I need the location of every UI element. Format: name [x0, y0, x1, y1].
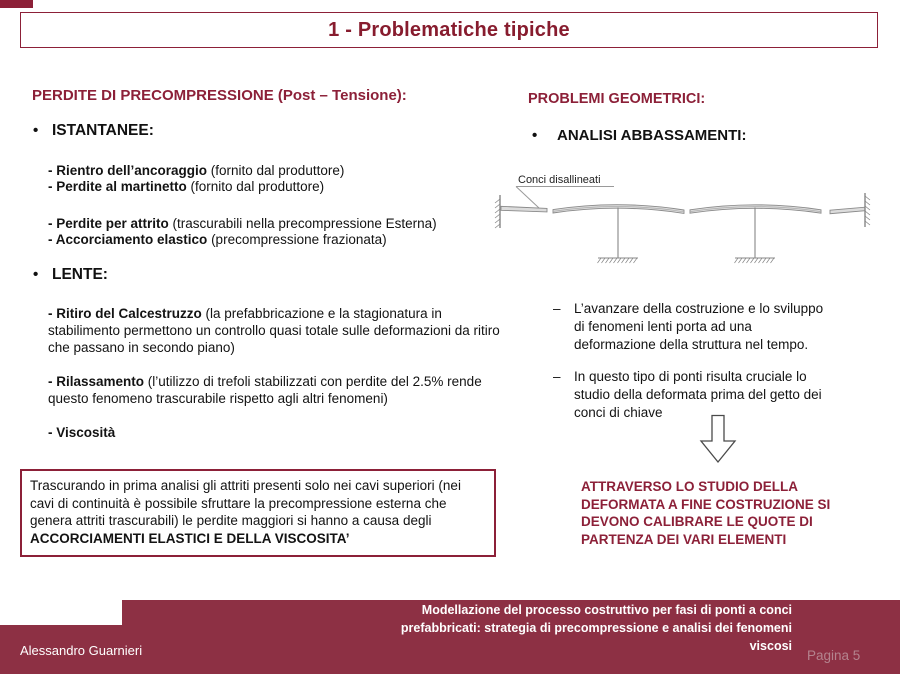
- left-section-heading: PERDITE DI PRECOMPRESSIONE (Post – Tensione):: [32, 87, 407, 104]
- bullet-dot-icon: •: [33, 122, 39, 139]
- list-item: - Accorciamento elastico (precompressione frazionata): [48, 232, 387, 247]
- down-arrow-icon: [698, 414, 738, 464]
- note-box: [20, 469, 496, 557]
- list-item: - Viscosità: [48, 425, 116, 440]
- list-item: - Perdite per attrito (trascurabili nella precompressione Esterna): [48, 216, 437, 231]
- note-text: Trascurando in prima analisi gli attriti presenti solo nei cavi superiori (nei cavi di continuità è possibile sfruttare la precompressione esterna che genera attriti trascurabili) le perdite maggiori si hanno a causa degli: [30, 478, 461, 528]
- instant-label: ISTANTANEE:: [52, 122, 154, 139]
- note-emphasis: ACCORCIAMENTI ELASTICI E DELLA VISCOSITA’: [30, 530, 350, 546]
- footer-author: Alessandro Guarnieri: [20, 643, 143, 658]
- slow-items: [48, 305, 510, 458]
- slow-label: LENTE:: [52, 266, 108, 283]
- dash-bullet: –: [553, 369, 561, 384]
- left-stub-segment: [501, 206, 547, 212]
- dash-bullet: –: [553, 301, 561, 316]
- page-number: Pagina 5: [807, 648, 861, 663]
- diagram-label: Conci disallineati: [518, 174, 601, 186]
- list-item: - Rilassamento (l’utilizzo di trefoli stabilizzati con perdite del 2.5% rende questo fenomeno trascurabile rispetto agli altri fenomeni): [48, 374, 482, 406]
- title-box: [20, 12, 878, 48]
- corner-mark: [0, 0, 33, 8]
- instant-items: [48, 163, 510, 248]
- right-stub-segment: [830, 207, 865, 214]
- list-item: [553, 300, 873, 354]
- footer-thesis-title: Modellazione del processo costruttivo per fasi di ponti a conci prefabbricati: strategia di precompressione e analisi dei fenomeni viscosi: [400, 603, 792, 653]
- instant-bullet-row: [33, 122, 154, 140]
- slide-title: 1 - Problematiche tipiche: [328, 18, 570, 41]
- list-item: - Ritiro del Calcestruzzo (la prefabbricazione e la stagionatura in stabilimento permettono un controllo quasi totale sulle deformazioni da ritiro che passano in secondo piano): [48, 306, 500, 355]
- bullet-dot-icon: •: [532, 127, 538, 144]
- bullet-text: L’avanzare della costruzione e lo sviluppo di fenomeni lenti porta ad una deformazione della struttura nel tempo.: [574, 301, 824, 352]
- bullet-text: In questo tipo di ponti risulta cruciale lo studio della deformata prima del getto dei conci di chiave: [574, 369, 822, 420]
- conclusion-text: ATTRAVERSO LO STUDIO DELLA DEFORMATA A FINE COSTRUZIONE SI DEVONO CALIBRARE LE QUOTE DI PARTENZA DEI VARI ELEMENTI: [581, 479, 831, 547]
- list-item: - Perdite al martinetto (fornito dal produttore): [48, 179, 325, 194]
- slow-bullet-row: [33, 266, 108, 284]
- list-item: - Rientro dell’ancoraggio (fornito dal produttore): [48, 163, 345, 178]
- analisi-bullet-row: [532, 127, 746, 144]
- analisi-label: ANALISI ABBASSAMENTI:: [557, 127, 747, 144]
- bridge-diagram: [488, 166, 888, 278]
- right-section-heading: PROBLEMI GEOMETRICI:: [528, 91, 706, 107]
- bullet-dot-icon: •: [33, 266, 39, 283]
